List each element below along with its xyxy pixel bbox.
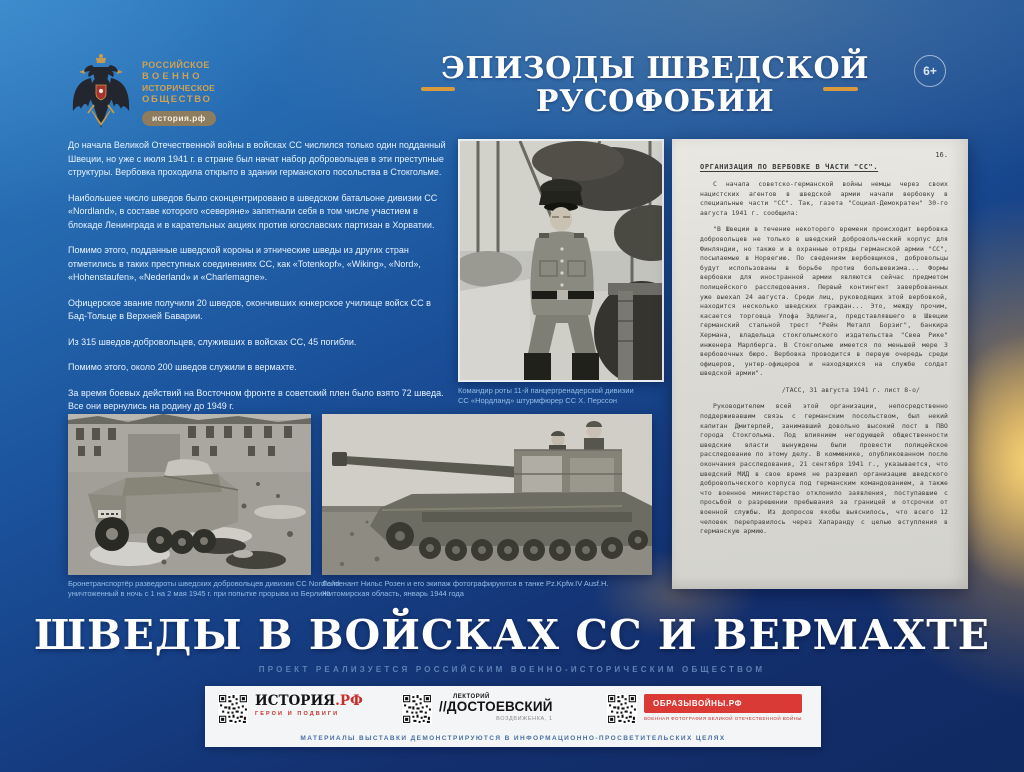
intro-paragraph: Помимо этого, около 200 шведов служили в вермахте. [68, 362, 297, 372]
intro-paragraph: Офицерское звание получили 20 шведов, окончивших юнкерское училище войск СС в Бад-Тольце в Верхней Баварии. [68, 297, 431, 321]
partner-tagline: ЛЕКТОРИЙ [453, 694, 490, 700]
intro-paragraph: Наибольшее число шведов было сконцентрировано в шведском батальоне дивизии СС «Nordland», в составе которого «северяне» запятнали себя в том числе участием в блокаде Ленинграда и в карательных акциях против югославских партизан в Хорватии. [68, 192, 438, 230]
document-page-number: 16. [935, 151, 948, 159]
document-source-line: /ТАСС, 31 августа 1941 г. лист 8-о/ [781, 385, 920, 394]
partner-name: ИСТОРИЯ.РФ [255, 693, 363, 709]
title-dash-left-icon [421, 87, 455, 91]
bottom-main-title: ШВЕДЫ В ВОЙСКАХ СС И ВЕРМАХТЕ [34, 611, 990, 659]
document-heading: ОРГАНИЗАЦИЯ ПО ВЕРБОВКЕ В ЧАСТИ "СС". [700, 163, 879, 171]
partner-history-rf [218, 694, 363, 724]
partner-tagline: ГЕРОИ И ПОДВИГИ [255, 711, 340, 717]
portrait-photo-figure [458, 139, 664, 406]
qr-code-icon [402, 694, 432, 724]
partner-lectorium-dostoevsky [402, 694, 553, 724]
document-paragraph: Руководителем всей этой организации, непосредственно поддерживавшим связь с германским посольством, был некий капитан Дмитерлей, занимавший довольно высокий пост в ПВО города Стокгольма. Под влиянием негодующей общественности шведские власти вынуждены были провести полицейское расследование по этому делу. В коммюнике, опубликованном после окончания расследования, 21 сентября 1941 г., указывается, что шведский МИД в свое время не разрешил организацию шведского добровольческого корпуса под германским командованием, а также что военное министерство отклонило заявления, поступавшие с просьбой о разрешении пребывания за границей и отсрочки от военной службы. Из допросов якобы выяснилось, что всего 12 человек переправилось через Хапаранду с целью вступления в германскую армию. [700, 402, 948, 536]
partner-obrazy-voyny [607, 694, 802, 724]
apc-photo-figure [68, 414, 340, 599]
pzkpfw-tank-photo [322, 414, 652, 575]
archival-document-scan [672, 139, 968, 589]
tank-caption: Лейтенант Нильс Розен и его экипаж фотографируются в танке Pz.Kpfw.IV Ausf.H. Житомирская область, январь 1944 года [322, 579, 609, 598]
partner-name: ОБРАЗЫВОЙНЫ.РФ [644, 694, 802, 713]
intro-paragraph: Из 315 шведов-добровольцев, служивших в войсках СС, 45 погибли. [68, 336, 357, 347]
partner-name: //ДОСТОЕВСКИЙ [439, 699, 553, 714]
logo-org-name: РОССИЙСКОЕ ВОЕННО ИСТОРИЧЕСКОЕ ОБЩЕСТВО история.рф [142, 52, 216, 136]
destroyed-apc-photo [68, 414, 311, 575]
rvio-logo [70, 52, 216, 136]
portrait-caption: Командир роты 11-й панцергренадерской дивизии СС «Нордланд» штурмфюрер СС Х. Перссон [458, 386, 634, 405]
tank-photo-figure [322, 414, 652, 599]
qr-code-icon [607, 694, 637, 724]
intro-paragraph: Помимо этого, подданные шведской короны и этнические шведы из других стран отметились в таких преступных соединениях СС, как «Totenkopf», «Wiking», «Nord», «Hohenstaufen», «Nederland» и «Charlemagne». [68, 245, 421, 282]
title-dash-right-icon [823, 87, 858, 91]
document-paragraph: "В Швеции в течение некоторого времени происходит вербовка добровольцев не только в шведский добровольческий корпус для Финляндии, но также и в охранные отряды германской армии "СС", посылаемые в Норвегию. По сведениям вербовщиков, добровольцы будут использованы в борьбе против большевизма... Формы вербовки для иностранной армии являются сейчас предметом полицейского расследования. Первый контингент завербованных уже выехал 24 августа. Среди лиц, руководящих этой вербовкой, находится несколько шведских граждан... Это, между прочим, касается торговца Улофа Эдлинга, представлявшего в Швеции германский стальной трест "Рейн Металл Борзиг", банкира Хермана, владельца стокгольмского издательства "Свеа Рике" инженера Марлберга. В Стокгольме имеется по меньшей мере 3 вербовочных бюро. Вербовка проводится в первую очередь среди офицеров, унтер-офицеров и находящихся на службе солдат шведской армии". [700, 225, 948, 378]
double-eagle-icon [70, 52, 132, 136]
page-title: ЭПИЗОДЫ ШВЕДСКОЙ РУСОФОБИИ [440, 51, 870, 119]
document-paragraph: С начала советско-германской войны немцы через своих нацистских агентов в шведской армии начали вербовку в специальные части "СС". Так, газета "Социал-Демократен" 30-го августа 1941 г. сообщила: [700, 180, 948, 217]
ss-officer-portrait-photo [458, 139, 664, 382]
intro-paragraph: За время боевых действий на Восточном фронте в советский плен было взято 72 шведа. Все они вернулись на родину до 1949 г. [68, 387, 444, 411]
qr-code-icon [218, 694, 248, 724]
logo-site-badge: история.рф [142, 111, 216, 127]
footer-partners-strip [205, 686, 821, 747]
age-rating-badge: 6+ [914, 55, 946, 87]
intro-text-block [68, 139, 450, 426]
partner-address: ВОЗДВИЖЕНКА, 1 [496, 716, 553, 722]
partner-tagline: ВОЕННАЯ ФОТОГРАФИЯ ВЕЛИКОЙ ОТЕЧЕСТВЕННОЙ ВОЙНЫ [644, 716, 802, 721]
project-credit-line: ПРОЕКТ РЕАЛИЗУЕТСЯ РОССИЙСКИМ ВОЕННО-ИСТОРИЧЕСКИМ ОБЩЕСТВОМ [258, 665, 766, 674]
intro-paragraph: До начала Великой Отечественной войны в войсках СС числился только один подданный Швеции, но уже с июля 1941 г. в стране был начат набор добровольцев в эти преступные структуры. Вербовка проходила открыто в здании германского посольства в Стокгольме. [68, 140, 446, 177]
apc-caption: Бронетранспортёр разведроты шведских добровольцев дивизии СС Nordland уничтоженный в ночь с 1 на 2 мая 1945 г. при попытке прорыва из Берлина [68, 579, 340, 598]
disclaimer-line: МАТЕРИАЛЫ ВЫСТАВКИ ДЕМОНСТРИРУЮТСЯ В ИНФОРМАЦИОННО-ПРОСВЕТИТЕЛЬСКИХ ЦЕЛЯХ [300, 735, 726, 742]
